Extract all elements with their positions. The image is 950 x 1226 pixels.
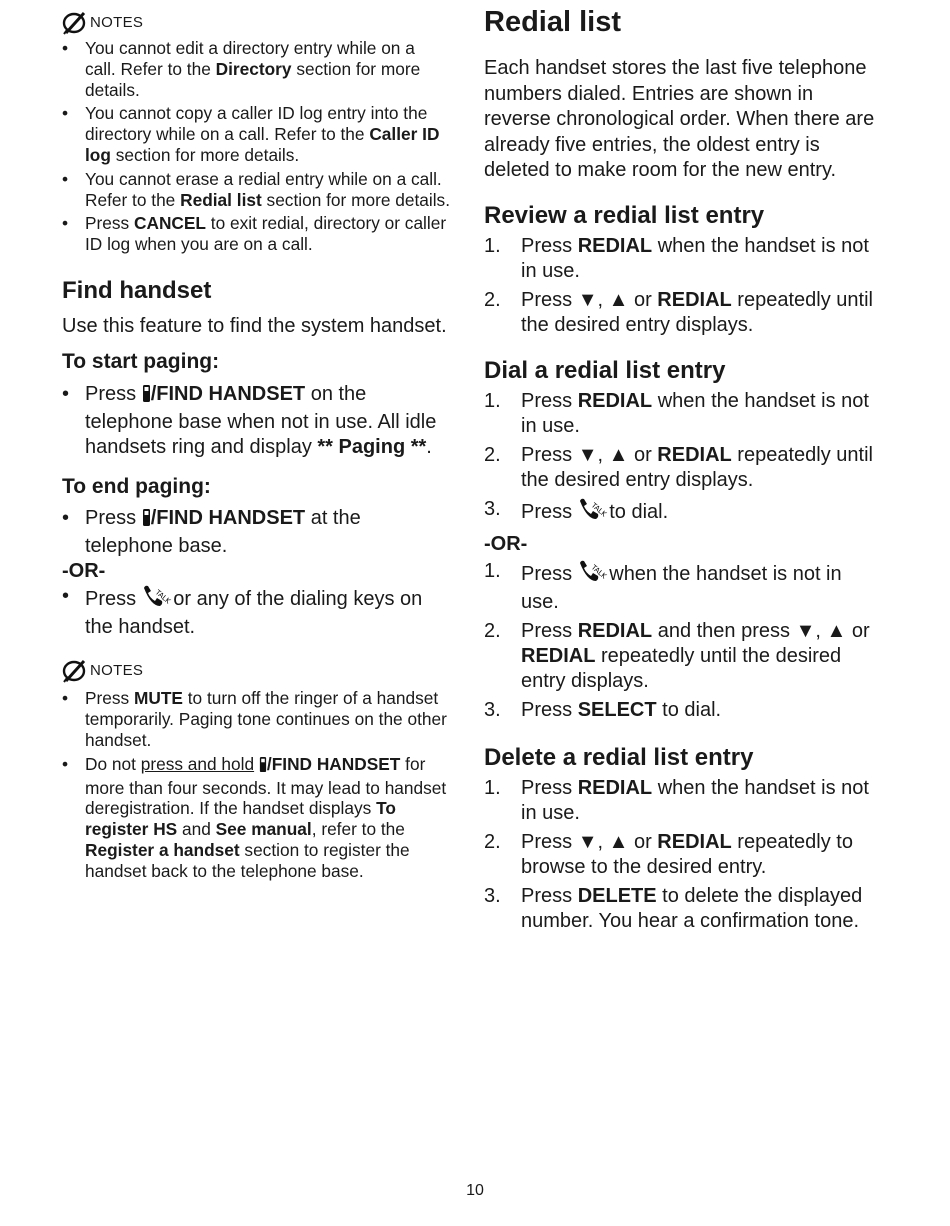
list-item: 2. Press ▼, ▲ or REDIAL repeatedly until the desired entry displays. bbox=[484, 288, 873, 336]
list-item: • You cannot erase a redial entry while on a call. Refer to the Redial list section for more details. bbox=[62, 169, 450, 211]
notes-label: NOTES bbox=[90, 13, 144, 31]
talk-phone-icon bbox=[578, 559, 608, 590]
list-item: • Press CANCEL to exit redial, directory or caller ID log when you are on a call. bbox=[62, 213, 450, 255]
svg-text:TALK: TALK bbox=[153, 588, 172, 606]
list-item: • Press /FIND HANDSET on the telephone base when not in use. All idle handsets ring and display ** Paging **. bbox=[62, 382, 450, 460]
start-paging-heading: To start paging: bbox=[62, 350, 220, 374]
list-item: 1. Press REDIAL when the handset is not in use. bbox=[484, 234, 869, 282]
notes-heading bbox=[62, 10, 450, 34]
dial-steps bbox=[484, 389, 884, 528]
list-item: • Do not press and hold /FIND HANDSET for more than four seconds. It may lead to handset deregistration. If the handset displays To register HS and See manual, refer to the Register a handset section to register the handset back to the telephone base. bbox=[62, 754, 450, 882]
svg-text:TALK: TALK bbox=[589, 562, 608, 580]
or-separator: -OR- bbox=[484, 532, 528, 555]
notes-heading bbox=[62, 658, 450, 682]
list-item: • Press MUTE to turn off the ringer of a handset temporarily. Paging tone continues on the other handset. bbox=[62, 688, 450, 750]
start-paging-list bbox=[62, 382, 450, 460]
dial-steps-alt bbox=[484, 559, 884, 723]
review-heading: Review a redial list entry bbox=[484, 201, 765, 229]
notes-pencil-icon bbox=[62, 658, 88, 682]
or-separator: -OR- bbox=[62, 560, 106, 583]
handset-icon bbox=[259, 756, 267, 778]
end-paging-list-alt bbox=[62, 584, 450, 640]
list-item: 2. Press ▼, ▲ or REDIAL repeatedly until the desired entry displays. bbox=[484, 443, 873, 491]
right-column bbox=[484, 0, 884, 938]
list-item: • You cannot edit a directory entry while on a call. Refer to the Directory section for more details. bbox=[62, 38, 450, 100]
list-item: 3. Press TALK to dial. bbox=[484, 497, 884, 528]
talk-phone-icon bbox=[578, 497, 608, 528]
review-steps bbox=[484, 234, 884, 338]
list-item: 3. Press DELETE to delete the displayed number. You hear a confirmation tone. bbox=[484, 884, 863, 932]
find-handset-heading: Find handset bbox=[62, 276, 212, 304]
list-item: 2. Press ▼, ▲ or REDIAL repeatedly to browse to the desired entry. bbox=[484, 830, 853, 878]
list-item: 3. Press SELECT to dial. bbox=[484, 698, 722, 721]
svg-text:TALK: TALK bbox=[589, 500, 608, 518]
dial-heading: Dial a redial list entry bbox=[484, 356, 726, 384]
left-column bbox=[62, 0, 450, 885]
list-item: • Press TALK or any of the dialing keys on the handset. bbox=[62, 584, 450, 640]
end-paging-heading: To end paging: bbox=[62, 475, 211, 499]
handset-icon bbox=[142, 508, 151, 534]
handset-icon bbox=[142, 384, 151, 410]
list-item: 2. Press REDIAL and then press ▼, ▲ or REDIAL repeatedly until the desired entry displays. bbox=[484, 619, 870, 692]
page-number: 10 bbox=[466, 1182, 484, 1199]
delete-heading: Delete a redial list entry bbox=[484, 743, 754, 771]
arrow-keys: ▼, ▲ bbox=[577, 830, 629, 853]
find-handset-intro: Use this feature to find the system handset. bbox=[62, 314, 447, 337]
delete-steps bbox=[484, 776, 884, 934]
list-item: 1. Press REDIAL when the handset is not in use. bbox=[484, 776, 869, 824]
list-item: 1. Press REDIAL when the handset is not in use. bbox=[484, 389, 869, 437]
notes-pencil-icon bbox=[62, 10, 88, 34]
notes-list-1 bbox=[62, 38, 450, 255]
list-item: • You cannot copy a caller ID log entry into the directory while on a call. Refer to the Caller ID log section for more details. bbox=[62, 103, 450, 165]
talk-phone-icon bbox=[142, 584, 172, 615]
arrow-keys: ▼, ▲ bbox=[795, 619, 847, 642]
list-item: 1. Press TALK when the handset is not in use. bbox=[484, 559, 842, 613]
notes-list-2 bbox=[62, 688, 450, 881]
end-paging-list bbox=[62, 506, 450, 559]
redial-intro: Each handset stores the last five telephone numbers dialed. Entries are shown in reverse chronological order. When there are already five entries, the oldest entry is deleted to make room for the new entry. bbox=[484, 57, 875, 181]
arrow-keys: ▼, ▲ bbox=[577, 288, 629, 311]
notes-label: NOTES bbox=[90, 661, 144, 679]
list-item: • Press /FIND HANDSET at the telephone base. bbox=[62, 506, 450, 559]
arrow-keys: ▼, ▲ bbox=[577, 443, 629, 466]
page-title: Redial list bbox=[484, 6, 621, 38]
